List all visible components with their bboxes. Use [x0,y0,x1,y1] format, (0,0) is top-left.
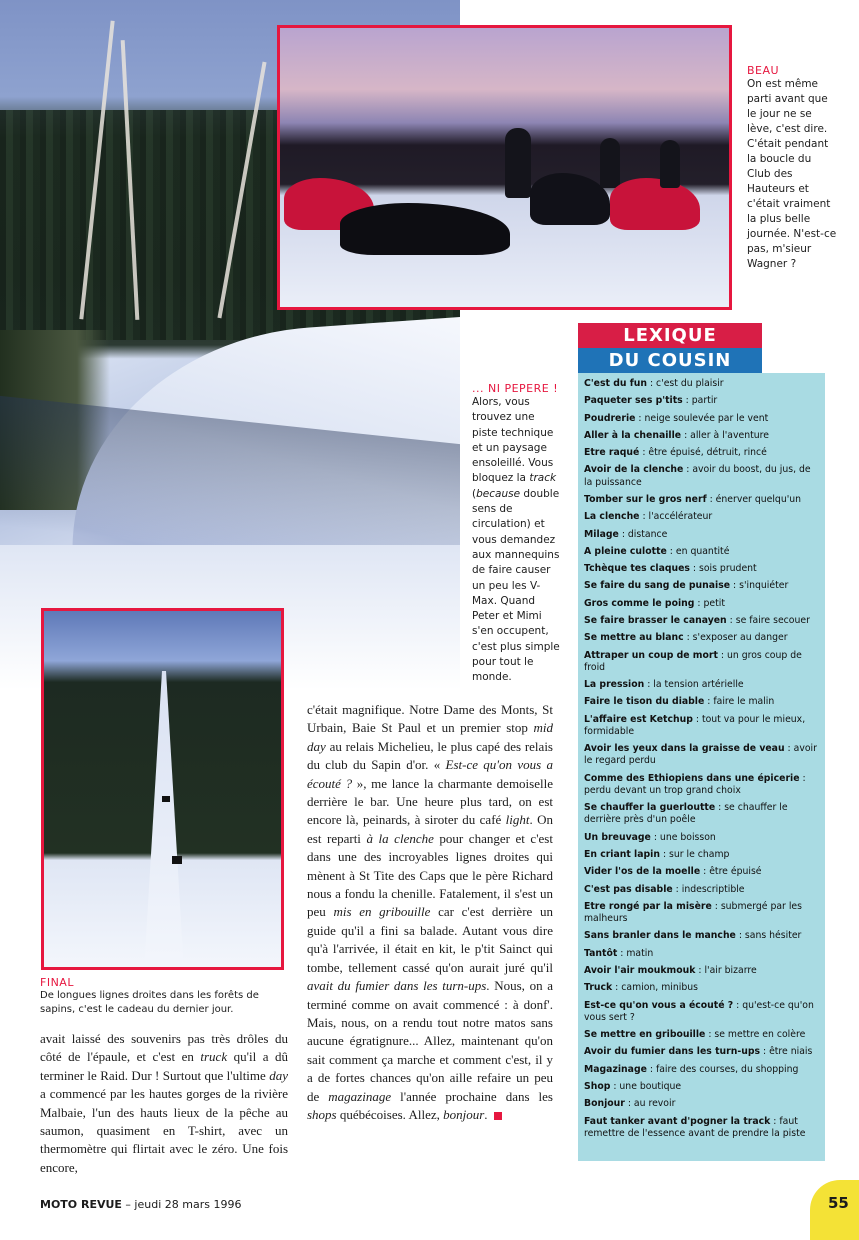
lexique-definition: énerver quelqu'un [715,493,802,505]
lexique-definition: sois prudent [699,563,757,575]
lexique-definition: un gros coup de froid [584,649,802,673]
lexique-entry: Tchèque tes claques : sois prudent [584,563,757,575]
rider [505,128,531,198]
article-column-left: avait laissé des souvenirs pas très drôles du côté de l'épaule, et c'est en truck qu'il a dû terminer le Raid. Dur ! Surtout que l'ultime day a commencé par les hautes gorges de la rivière Malbaie, l'un des hauts lieux de la pêche au saumon, quasiment en T-shirt, avec un thermomètre qui flirtait avec le zéro. Une fois encore, [40,1031,288,1175]
lexique-term: Faire le tison du diable [584,696,705,708]
lexique-definition: matin [626,947,654,959]
lexique-definition: partir [691,395,718,407]
lexique-definition: perdu devant un trop grand choix [584,784,741,796]
lexique-term: Sans branler dans le manche [584,930,736,942]
lexique-term: Se faire brasser le canayen [584,615,727,627]
lexique-term: Se mettre en gribouille [584,1029,706,1041]
lexique-entry: La pression : la tension artérielle [584,679,744,691]
lexique-term: Tchèque tes claques [584,563,690,575]
snowmobile [340,203,510,255]
lexique-entry: Etre rongé par la misère : submergé par les malheurs [584,900,802,925]
caption-text: Alors, vous trouvez une piste technique et un paysage ensoleillé. Vous bloquez la track (because double sens de circulation) et vous demandez aux mannequins de faire causer un peu les V-Max. Quand Peter et Mimi s'en occupent, c'est plus simple pour tout le monde. [472,396,560,684]
lexique-term: C'est pas disable [584,883,673,895]
lexique-term: Se mettre au blanc [584,632,684,644]
lexique-term: Etre raqué [584,447,640,459]
lexique-entry: Milage : distance [584,528,668,540]
lexique-term: Avoir du fumier dans les turn-ups [584,1046,761,1058]
lexique-definition: tout va pour le mieux, formidable [584,713,806,737]
lexique-term: Truck [584,982,613,994]
issue-date: – jeudi 28 mars 1996 [121,1198,242,1211]
lexique-entry: Comme des Ethiopiens dans une épicerie : perdu devant un trop grand choix [584,772,806,796]
snowmobile [610,178,700,230]
caption-title: ... NI PEPERE ! [472,382,559,395]
lexique-definition: la tension artérielle [653,679,744,691]
lexique-entry: Bonjour : au revoir [584,1098,676,1110]
snowmobile [530,173,610,225]
lexique-entry: Tantôt : matin [584,947,654,959]
lexique-term: Gros comme le poing [584,597,695,609]
lexique-entry: Aller à la chenaille : aller à l'aventure [584,429,769,441]
lexique-entry: Avoir du fumier dans les turn-ups : être niais [584,1046,813,1058]
caption-title: FINAL [40,976,74,989]
lexique-term: C'est du fun [584,378,647,389]
lexique-entry: Se mettre en gribouille : se mettre en colère [584,1029,806,1041]
lexique-term: L'affaire est Ketchup [584,713,693,725]
lexique-term: Est-ce qu'on vous a écouté ? [584,999,734,1011]
lexique-entry: Avoir de la clenche : avoir du boost, du jus, de la puissance [584,464,811,488]
lexique-term: Avoir l'air moukmouk [584,965,696,977]
lexique-entry: Gros comme le poing : petit [584,597,725,609]
lexique-term: Tomber sur le gros nerf [584,493,707,505]
lexique-box [578,373,825,1161]
lexique-entry: La clenche : l'accélérateur [584,511,713,523]
lexique-term: Se faire du sang de punaise [584,580,731,592]
lexique-term: Magazinage [584,1063,647,1075]
lexique-definition: distance [627,528,668,540]
lexique-definition: aller à l'aventure [690,429,769,441]
lexique-term: En criant lapin [584,849,660,861]
lexique-term: Tantôt [584,947,618,959]
lexique-definition: l'air bizarre [704,965,757,977]
lexique-definition: être niais [769,1046,813,1058]
lexique-entry: En criant lapin : sur le champ [584,849,730,861]
lexique-term: Shop [584,1081,611,1093]
lexique-entry: A pleine culotte : en quantité [584,545,730,557]
lexique-entry: Poudrerie : neige soulevée par le vent [584,412,769,424]
lexique-entry: Attraper un coup de mort : un gros coup de froid [584,649,802,673]
article-column-right: c'était magnifique. Notre Dame des Monts, St Urbain, Baie St Paul et un premier stop mid day au relais Michelieu, le plus capé des relais du club du Sapin d'or. « Est-ce qu'on vous a écouté ? », me lance la charmante demoiselle derrière le bar. Une heure plus tard, on est encore là, peinards, à siroter du café light. On est reparti à la clenche pour changer et c'est dans une des incroyables lignes droites qui mènent à St Tite des Caps que le père Richard nous a fondu la chenille. Fatalement, il s'est un peu mis en gribouille car c'est derrière un guide qu'il a fini sa balade. Autant vous dire qu'à l'arrivée, il était en kit, le p'tit Sainct qui tombe, tellement cassé qu'on aurait juré qu'il avait du fumier dans les turn-ups. Nous, on a terminé comme on avait commencé : à donf'. Mais, nous, on a rendu tout notre matos sans aucune égratignure... Allez, maintenant qu'on sait comment ça marche et comment c'est, il y a de fortes chances qu'on aille refaire un peu de magazinage l'année prochaine dans les shops québécoises. Allez, bonjour. [307,702,553,1122]
forest-trail-photo [41,608,284,970]
lexique-definition: être épuisé, détruit, rincé [648,447,767,459]
lexique-definition: camion, minibus [621,982,698,994]
lexique-entry: Paqueter ses p'tits : partir [584,395,718,407]
lexique-entry: Sans branler dans le manche : sans hésiter [584,930,802,942]
lexique-definition: se chauffer le derrière près d'un poêle [584,802,788,826]
snowmobile [172,856,182,864]
page-number: 55 [828,1194,849,1212]
lexique-term: Se chauffer la guerloutte [584,802,716,814]
lexique-entry: Avoir les yeux dans la graisse de veau : avoir le regard perdu [584,743,817,767]
lexique-term: Un breuvage [584,831,651,843]
caption-final [40,976,290,1017]
lexique-term: Avoir de la clenche [584,464,684,476]
lexique-term: Aller à la chenaille [584,429,682,441]
lexique-definition: être épuisé [709,866,762,878]
lexique-entry: Un breuvage : une boisson [584,831,716,843]
lexique-entry: Tomber sur le gros nerf : énerver quelqu'un [584,493,802,505]
lexique-entry: Etre raqué : être épuisé, détruit, rincé [584,447,767,459]
caption-text: De longues lignes droites dans les forêts de sapins, c'est le cadeau du dernier jour. [40,990,259,1015]
lexique-definition: sans hésiter [744,930,802,942]
end-of-article-square [494,1112,502,1120]
lexique-entry: Magazinage : faire des courses, du shopping [584,1063,799,1075]
lexique-term: Paqueter ses p'tits [584,395,683,407]
lexique-title: LEXIQUE [578,323,762,348]
trail [144,671,184,970]
lexique-term: Comme des Ethiopiens dans une épicerie [584,772,800,784]
lexique-term: Avoir les yeux dans la graisse de veau [584,743,785,755]
lexique-definition: en quantité [675,545,730,557]
lexique-definition: avoir le regard perdu [584,743,817,767]
lexique-definition: une boutique [619,1081,682,1093]
lexique-term: La clenche [584,511,640,523]
lexique-term: Milage [584,528,619,540]
lexique-definition: petit [703,597,725,609]
lexique-definition: se faire secouer [735,615,810,627]
lexique-entry: Est-ce qu'on vous a écouté ? : qu'est-ce qu'on vous sert ? [584,999,814,1023]
lexique-term: A pleine culotte [584,545,667,557]
lexique-definition: se mettre en colère [714,1029,806,1041]
lexique-definition: faut remettre de l'essence avant de prendre la piste [584,1115,806,1139]
lexique-definition: sur le champ [669,849,730,861]
lexique-entry: Avoir l'air moukmouk : l'air bizarre [584,965,757,977]
lexique-definition: faire le malin [713,696,775,708]
rider [600,138,620,188]
snowmobiles-dawn-photo [277,25,732,310]
lexique-list [584,378,819,1140]
caption-text: On est même parti avant que le jour ne se lève, c'est dire. C'était pendant la boucle du Club des Hauteurs et c'était vraiment la plus belle journée. N'est-ce pas, m'sieur Wagner ? [747,78,837,270]
snowmobile [162,796,170,802]
caption-beau [747,64,837,272]
lexique-term: Vider l'os de la moelle [584,866,701,878]
lexique-definition: qu'est-ce qu'on vous sert ? [584,999,814,1023]
lexique-term: Attraper un coup de mort [584,649,718,661]
rider [660,140,680,188]
lexique-definition: faire des courses, du shopping [655,1063,799,1075]
lexique-term: Poudrerie [584,412,636,424]
lexique-term: Etre rongé par la misère [584,900,712,912]
lexique-term: Bonjour [584,1098,625,1110]
lexique-definition: l'accélérateur [648,511,713,523]
lexique-term: Faut tanker avant d'pogner la track [584,1115,771,1127]
lexique-definition: s'inquiéter [739,580,789,592]
lexique-definition: avoir du boost, du jus, de la puissance [584,464,811,488]
lexique-definition: s'exposer au danger [692,632,788,644]
footer-credit [40,1198,241,1211]
lexique-term: La pression [584,679,645,691]
lexique-definition: c'est du plaisir [656,378,724,389]
lexique-definition: au revoir [633,1098,676,1110]
lexique-definition: une boisson [659,831,716,843]
lexique-definition: neige soulevée par le vent [644,412,769,424]
lexique-entry: Se mettre au blanc : s'exposer au danger [584,632,788,644]
lexique-entry: Se faire du sang de punaise : s'inquiéter [584,580,789,592]
lexique-definition: submergé par les malheurs [584,900,802,925]
lexique-entry: L'affaire est Ketchup : tout va pour le mieux, formidable [584,713,806,737]
lexique-entry: C'est pas disable : indescriptible [584,883,745,895]
lexique-entry: C'est du fun : c'est du plaisir [584,378,724,389]
lexique-entry: Faut tanker avant d'pogner la track : faut remettre de l'essence avant de prendre la piste [584,1115,806,1139]
lexique-entry: Se faire brasser le canayen : se faire secouer [584,615,810,627]
lexique-definition: indescriptible [681,883,745,895]
lexique-entry: Vider l'os de la moelle : être épuisé [584,866,762,878]
lexique-entry: Shop : une boutique [584,1081,682,1093]
magazine-name: MOTO REVUE [40,1198,122,1211]
caption-title: BEAU [747,64,780,77]
caption-pepere [472,382,562,686]
lexique-entry: Faire le tison du diable : faire le malin [584,696,775,708]
lexique-subtitle: DU COUSIN [578,348,762,373]
lexique-entry: Truck : camion, minibus [584,982,698,994]
lexique-entry: Se chauffer la guerloutte : se chauffer le derrière près d'un poêle [584,802,788,826]
